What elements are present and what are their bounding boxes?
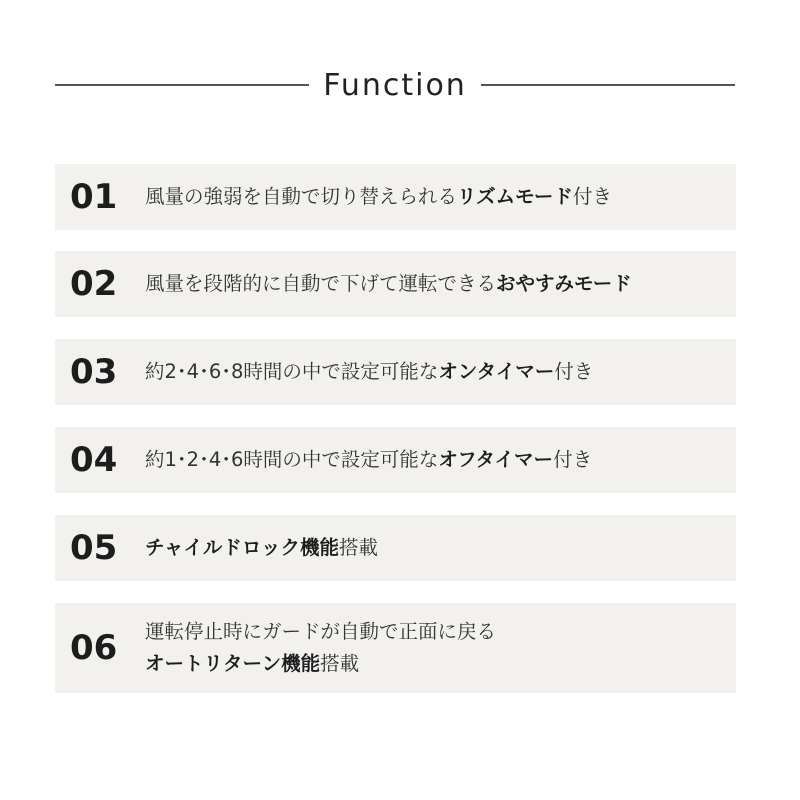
section-header — [55, 62, 735, 108]
function-item-02 — [55, 251, 736, 317]
item-description — [145, 444, 592, 476]
item-text: 約1･2･4･6時間の中で設定可能な — [145, 448, 439, 471]
item-feature: チャイルドロック機能 — [145, 536, 340, 559]
item-number: 06 — [70, 628, 118, 668]
function-item-06 — [55, 603, 736, 693]
item-suffix: 搭載 — [320, 652, 360, 675]
item-suffix: 付き — [572, 185, 612, 208]
item-feature: おやすみモード — [496, 272, 632, 295]
item-description — [145, 616, 496, 680]
item-feature: リズムモード — [457, 185, 573, 208]
header-rule-left — [55, 84, 309, 86]
item-text: 風量を段階的に自動で下げて運転できる — [145, 272, 497, 295]
item-feature: オートリターン機能 — [145, 652, 321, 675]
section-title: Function — [323, 67, 467, 103]
header-rule-right — [481, 84, 735, 86]
item-suffix: 搭載 — [339, 536, 379, 559]
item-suffix: 付き — [554, 360, 594, 383]
item-suffix: 付き — [553, 448, 593, 471]
function-item-05 — [55, 515, 736, 581]
item-text-line-1: 運転停止時にガードが自動で正面に戻る — [145, 620, 497, 643]
item-text: 風量の強弱を自動で切り替えられる — [145, 185, 458, 208]
item-description — [145, 356, 593, 388]
item-text-line-2 — [145, 648, 496, 680]
item-description — [145, 532, 378, 564]
item-number: 01 — [70, 177, 118, 217]
item-number: 05 — [70, 528, 118, 568]
item-number: 03 — [70, 352, 118, 392]
function-item-03 — [55, 339, 736, 405]
item-feature: オフタイマー — [438, 448, 554, 471]
item-text: 約2･4･6･8時間の中で設定可能な — [145, 360, 439, 383]
item-feature: オンタイマー — [438, 360, 555, 383]
function-item-04 — [55, 427, 736, 493]
item-description — [145, 268, 632, 300]
item-number: 04 — [70, 440, 118, 480]
function-item-01 — [55, 164, 736, 230]
item-number: 02 — [70, 264, 118, 304]
item-description — [145, 181, 612, 213]
